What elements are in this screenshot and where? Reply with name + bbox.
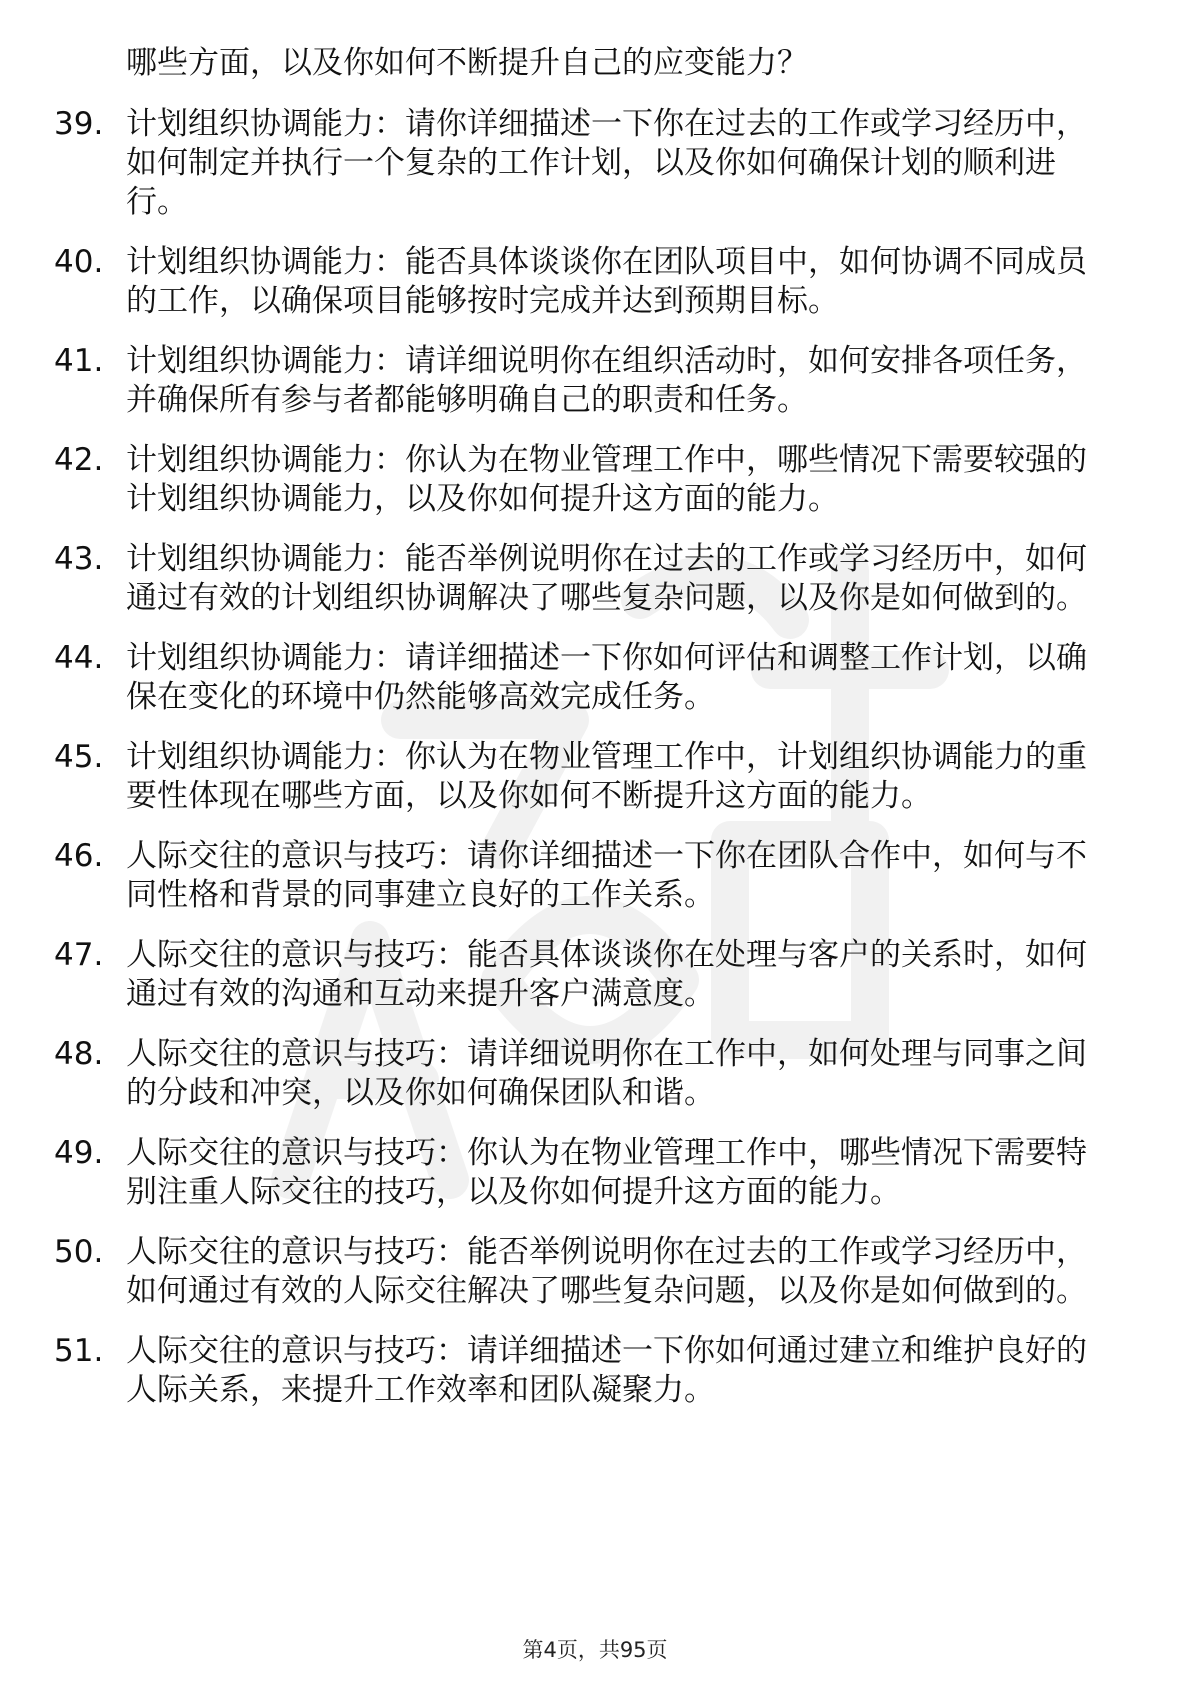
list-item — [54, 105, 1104, 222]
item-number: 40. — [54, 244, 104, 280]
list-item — [54, 1134, 1104, 1212]
item-number: 43. — [54, 541, 104, 577]
list-item — [54, 441, 1104, 519]
continued-text: 哪些方面，以及你如何不断提升自己的应变能力？ — [126, 45, 808, 81]
list-item — [54, 738, 1104, 816]
question-list — [54, 44, 1104, 1431]
item-number: 41. — [54, 343, 104, 379]
item-text: 计划组织协调能力：请详细描述一下你如何评估和调整工作计划，以确保在变化的环境中仍然能够高效完成任务。 — [126, 640, 1087, 715]
item-text: 人际交往的意识与技巧：能否具体谈谈你在处理与客户的关系时，如何通过有效的沟通和互动来提升客户满意度。 — [126, 937, 1087, 1012]
list-item — [54, 837, 1104, 915]
item-text: 计划组织协调能力：能否具体谈谈你在团队项目中，如何协调不同成员的工作，以确保项目能够按时完成并达到预期目标。 — [126, 244, 1087, 319]
list-item — [54, 243, 1104, 321]
list-item — [54, 1035, 1104, 1113]
item-text: 计划组织协调能力：请你详细描述一下你在过去的工作或学习经历中，如何制定并执行一个复杂的工作计划，以及你如何确保计划的顺利进行。 — [126, 106, 1087, 220]
page-footer: 第4页，共95页 — [522, 1638, 668, 1662]
item-number: 42. — [54, 442, 104, 478]
list-item — [54, 1233, 1104, 1311]
list-item — [54, 639, 1104, 717]
item-number: 51. — [54, 1333, 104, 1369]
item-text: 计划组织协调能力：你认为在物业管理工作中，哪些情况下需要较强的计划组织协调能力，以及你如何提升这方面的能力。 — [126, 442, 1087, 517]
item-text: 人际交往的意识与技巧：请详细说明你在工作中，如何处理与同事之间的分歧和冲突，以及你如何确保团队和谐。 — [126, 1036, 1087, 1111]
list-item — [54, 540, 1104, 618]
item-text: 计划组织协调能力：请详细说明你在组织活动时，如何安排各项任务，并确保所有参与者都能够明确自己的职责和任务。 — [126, 343, 1087, 418]
item-number: 45. — [54, 739, 104, 775]
item-text: 计划组织协调能力：能否举例说明你在过去的工作或学习经历中，如何通过有效的计划组织协调解决了哪些复杂问题，以及你是如何做到的。 — [126, 541, 1087, 616]
item-text: 人际交往的意识与技巧：能否举例说明你在过去的工作或学习经历中，如何通过有效的人际交往解决了哪些复杂问题，以及你是如何做到的。 — [126, 1234, 1087, 1309]
item-text: 计划组织协调能力：你认为在物业管理工作中，计划组织协调能力的重要性体现在哪些方面，以及你如何不断提升这方面的能力。 — [126, 739, 1087, 814]
item-text: 人际交往的意识与技巧：你认为在物业管理工作中，哪些情况下需要特别注重人际交往的技巧，以及你如何提升这方面的能力。 — [126, 1135, 1087, 1210]
item-number: 44. — [54, 640, 104, 676]
item-number: 47. — [54, 937, 104, 973]
item-number: 46. — [54, 838, 104, 874]
list-item — [54, 936, 1104, 1014]
item-number: 48. — [54, 1036, 104, 1072]
item-text: 人际交往的意识与技巧：请详细描述一下你如何通过建立和维护良好的人际关系，来提升工作效率和团队凝聚力。 — [126, 1333, 1087, 1408]
list-item — [54, 1332, 1104, 1410]
item-text: 人际交往的意识与技巧：请你详细描述一下你在团队合作中，如何与不同性格和背景的同事建立良好的工作关系。 — [126, 838, 1087, 913]
item-number: 39. — [54, 106, 104, 142]
item-number: 49. — [54, 1135, 104, 1171]
item-number: 50. — [54, 1234, 104, 1270]
list-item — [54, 342, 1104, 420]
